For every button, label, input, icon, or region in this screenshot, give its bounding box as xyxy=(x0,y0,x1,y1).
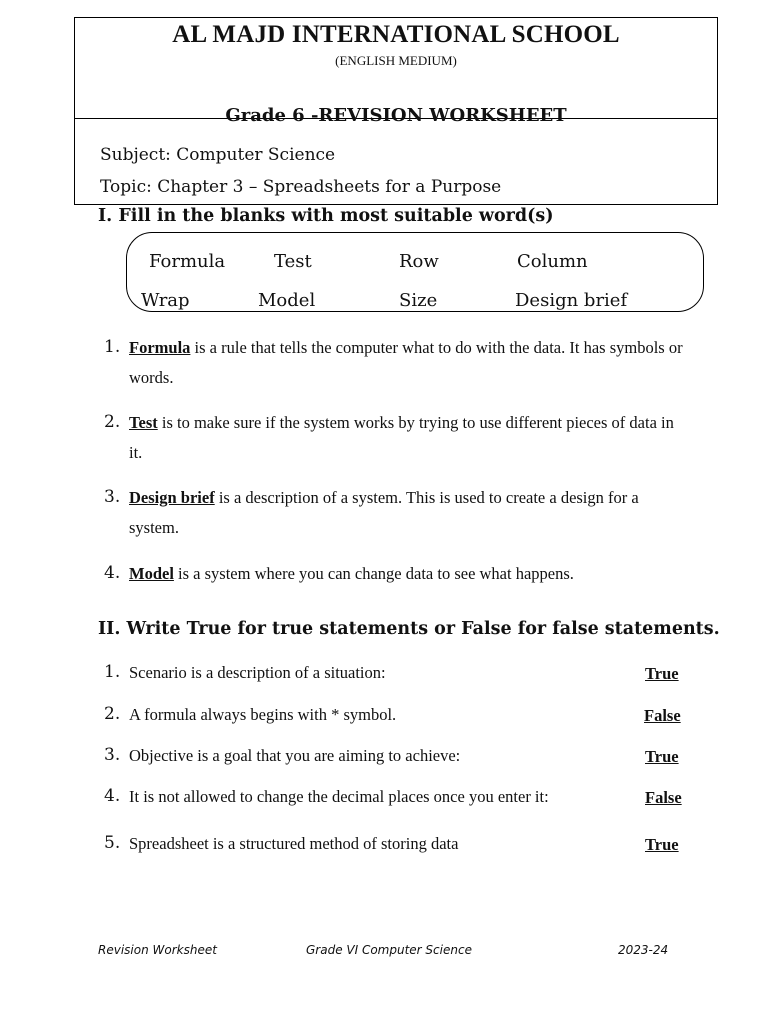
statement-text: Objective is a goal that you are aiming to achieve: xyxy=(129,746,461,765)
question-number: 1. xyxy=(104,337,121,357)
answer-word: Formula xyxy=(129,338,191,357)
topic-line: Topic: Chapter 3 – Spreadsheets for a Purpose xyxy=(100,177,502,197)
statement-text: It is not allowed to change the decimal places once you enter it: xyxy=(129,787,549,806)
school-name: AL MAJD INTERNATIONAL SCHOOL xyxy=(172,21,620,48)
answer-word: Model xyxy=(129,564,174,583)
question-number: 3. xyxy=(104,487,121,507)
question-number: 2. xyxy=(104,412,121,432)
word-bank-item: Formula xyxy=(149,251,226,272)
statement-text: Scenario is a description of a situation: xyxy=(129,663,386,682)
header-box xyxy=(74,17,718,205)
footer-center: Grade VI Computer Science xyxy=(306,943,472,957)
question-text xyxy=(129,559,729,589)
word-bank-item: Size xyxy=(399,290,438,311)
statement-number: 4. xyxy=(104,786,121,806)
statement-answer: True xyxy=(645,835,679,854)
statement-text: Spreadsheet is a structured method of storing data xyxy=(129,834,459,853)
statement-answer: False xyxy=(644,706,681,725)
subject-line: Subject: Computer Science xyxy=(100,145,336,165)
statement-number: 1. xyxy=(104,662,121,682)
statement-number: 5. xyxy=(104,833,121,853)
question-line: is to make sure if the system works by trying to use different pieces of data in xyxy=(157,413,674,432)
statement-answer: True xyxy=(645,747,679,766)
answer-word: Design brief xyxy=(129,488,215,507)
answer-word: Test xyxy=(129,413,158,432)
section-1-title: I. Fill in the blanks with most suitable word(s) xyxy=(98,206,554,226)
question-line: words. xyxy=(129,368,174,387)
statement-number: 2. xyxy=(104,704,121,724)
worksheet-title: Grade 6 -REVISION WORKSHEET xyxy=(225,105,567,126)
word-bank-item: Column xyxy=(517,251,588,272)
word-bank-item: Model xyxy=(258,290,316,311)
statement-answer: True xyxy=(645,664,679,683)
footer-right: 2023-24 xyxy=(618,943,669,957)
question-line: is a system where you can change data to see what happens. xyxy=(173,564,574,583)
word-bank-item: Row xyxy=(399,251,439,272)
question-text xyxy=(129,483,729,543)
word-bank-item: Wrap xyxy=(141,290,190,311)
header-top-section xyxy=(75,18,717,119)
word-bank-item: Test xyxy=(274,251,312,272)
section-2-title: II. Write True for true statements or False for false statements. xyxy=(98,619,720,639)
statement-number: 3. xyxy=(104,745,121,765)
medium-label: (ENGLISH MEDIUM) xyxy=(335,53,457,68)
question-line: it. xyxy=(129,443,143,462)
statement-answer: False xyxy=(645,788,682,807)
question-line: is a description of a system. This is used to create a design for a xyxy=(214,488,639,507)
statement-text: A formula always begins with * symbol. xyxy=(129,705,397,724)
question-text xyxy=(129,333,729,393)
question-line: system. xyxy=(129,518,179,537)
word-bank-item: Design brief xyxy=(515,290,628,311)
question-number: 4. xyxy=(104,563,121,583)
question-text xyxy=(129,408,729,468)
footer-left: Revision Worksheet xyxy=(98,943,217,957)
word-bank xyxy=(126,232,704,312)
question-line: is a rule that tells the computer what to do with the data. It has symbols or xyxy=(190,338,683,357)
